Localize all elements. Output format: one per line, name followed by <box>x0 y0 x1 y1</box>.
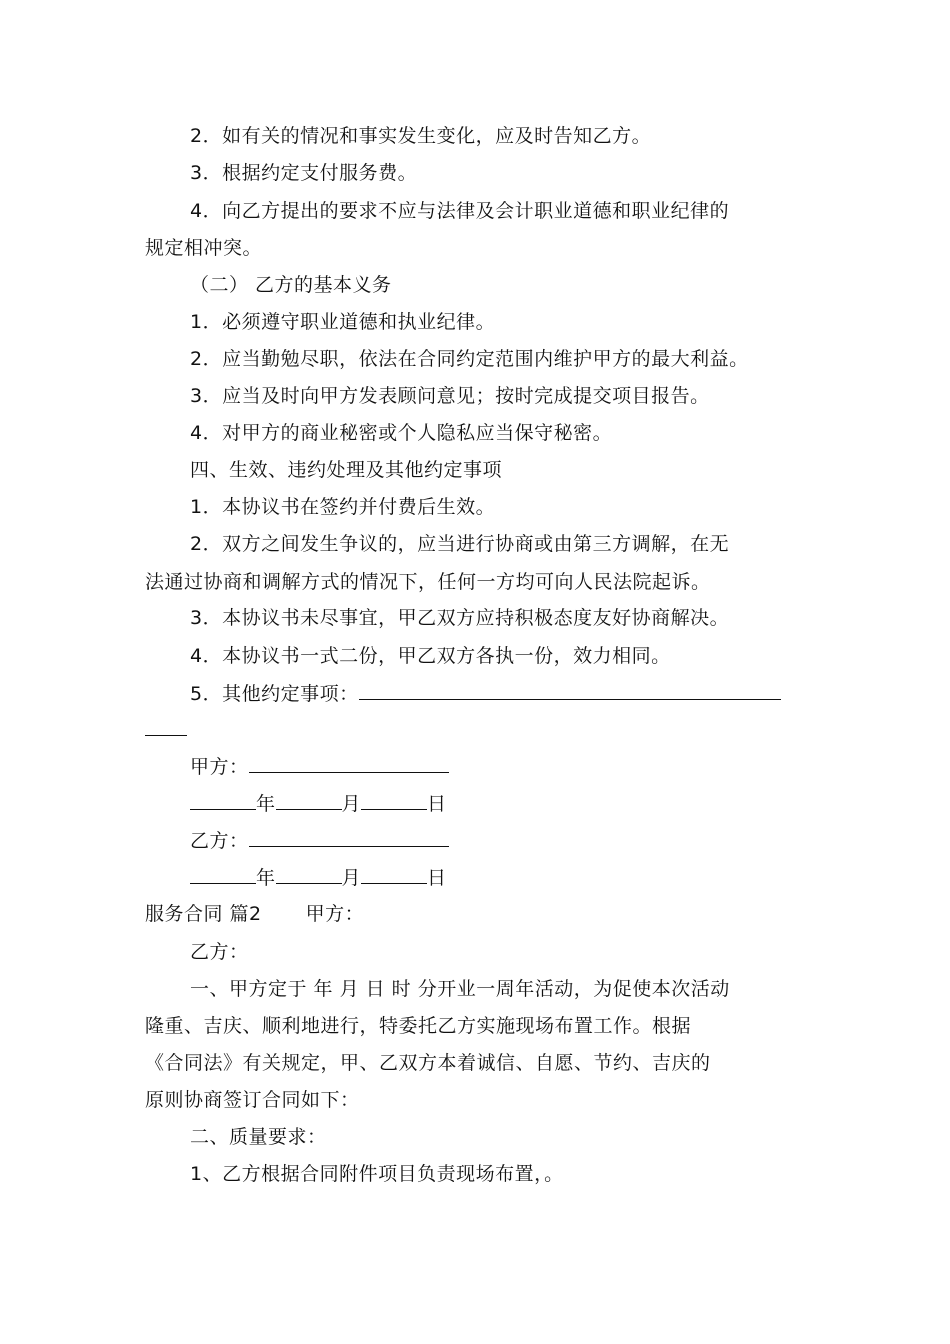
paragraph-line: 2．如有关的情况和事实发生变化，应及时告知乙方。 <box>190 125 652 147</box>
blank-underline <box>359 681 781 700</box>
paragraph-line: 《合同法》有关规定，甲、乙双方本着诚信、自愿、节约、吉庆的 <box>145 1052 711 1074</box>
paragraph-line: 原则协商签订合同如下： <box>145 1089 360 1111</box>
blank-underline <box>361 791 427 810</box>
paragraph-line: 1、乙方根据合同附件项目负责现场布置，。 <box>190 1163 564 1185</box>
paragraph-line: 一、甲方定于 年 月 日 时 分开业一周年活动，为促使本次活动 <box>190 978 730 1000</box>
blank-underline <box>190 865 256 884</box>
paragraph-line: 1．必须遵守职业道德和执业纪律。 <box>190 311 496 333</box>
paragraph-line: 隆重、吉庆、顺利地进行，特委托乙方实施现场布置工作。根据 <box>145 1015 692 1037</box>
paragraph-line: 2．应当勤勉尽职，依法在合同约定范围内维护甲方的最大利益。 <box>190 348 749 370</box>
blank-underline <box>190 791 256 810</box>
month-label: 月 <box>341 867 362 889</box>
day-label: 日 <box>427 867 447 889</box>
blank-underline <box>145 717 187 736</box>
section-heading: 四、生效、违约处理及其他约定事项 <box>190 459 503 481</box>
party-a-label: 甲方： <box>190 756 249 778</box>
party-b-label: 乙方： <box>190 830 249 852</box>
blank-underline <box>276 791 342 810</box>
blank-underline <box>249 828 449 847</box>
month-label: 月 <box>341 793 362 815</box>
paragraph-line: 3．根据约定支付服务费。 <box>190 162 418 184</box>
party-b-signature-line <box>190 828 449 853</box>
party-b-label: 乙方： <box>190 941 249 963</box>
contract-title-line <box>145 902 364 926</box>
contract-title: 服务合同 篇2 <box>145 903 262 925</box>
blank-underline <box>361 865 427 884</box>
paragraph-line: 4．向乙方提出的要求不应与法律及会计职业道德和职业纪律的 <box>190 200 730 222</box>
other-terms-continuation <box>145 717 187 742</box>
blank-underline <box>276 865 342 884</box>
year-label: 年 <box>256 867 276 889</box>
section-heading: （二） 乙方的基本义务 <box>190 274 392 296</box>
day-label: 日 <box>427 793 447 815</box>
section-heading: 二、质量要求： <box>190 1126 327 1148</box>
paragraph-line: 4．对甲方的商业秘密或个人隐私应当保守秘密。 <box>190 422 613 444</box>
paragraph-line: 1．本协议书在签约并付费后生效。 <box>190 496 496 518</box>
other-terms-label: 5．其他约定事项： <box>190 683 359 705</box>
year-label: 年 <box>256 793 276 815</box>
paragraph-line: 2．双方之间发生争议的，应当进行协商或由第三方调解，在无 <box>190 533 730 555</box>
party-b-date-line <box>190 865 447 890</box>
paragraph-line: 4．本协议书一式二份，甲乙双方各执一份，效力相同。 <box>190 645 671 667</box>
paragraph-line: 3．本协议书未尽事宜，甲乙双方应持积极态度友好协商解决。 <box>190 607 730 629</box>
party-a-date-line <box>190 791 447 816</box>
paragraph-line: 法通过协商和调解方式的情况下，任何一方均可向人民法院起诉。 <box>145 571 711 593</box>
paragraph-line: 规定相冲突。 <box>145 237 263 259</box>
other-terms-line <box>190 681 781 706</box>
party-a-label: 甲方： <box>305 903 365 925</box>
paragraph-line: 3．应当及时向甲方发表顾问意见；按时完成提交项目报告。 <box>190 385 710 407</box>
party-a-signature-line <box>190 754 449 779</box>
blank-underline <box>249 754 449 773</box>
